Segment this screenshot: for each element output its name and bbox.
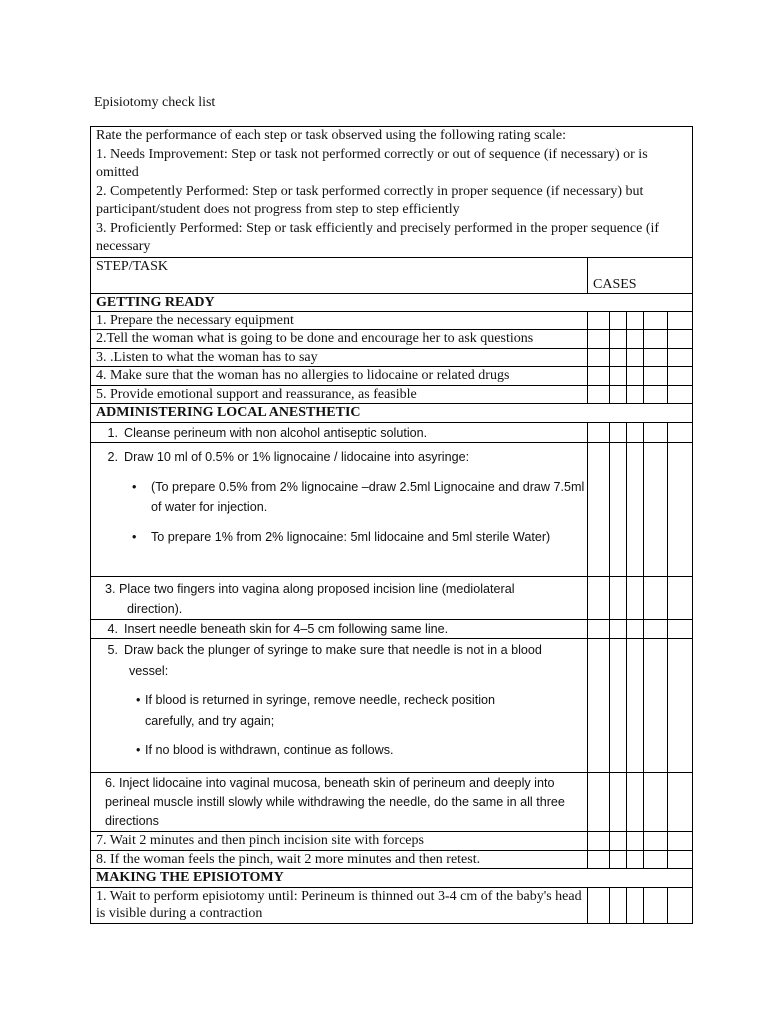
case-checkbox-cell[interactable] (668, 619, 693, 638)
step-row: 7. Wait 2 minutes and then pinch incision site with forceps (91, 831, 588, 850)
case-checkbox-cell[interactable] (627, 311, 644, 329)
rating-level-1: 1. Needs Improvement: Step or task not performed correctly or out of sequence (if necessary) or is omitted (96, 146, 648, 180)
case-checkbox-cell[interactable] (668, 831, 693, 850)
case-checkbox-cell[interactable] (644, 772, 668, 831)
case-checkbox-cell[interactable] (644, 638, 668, 772)
case-checkbox-cell[interactable] (610, 850, 627, 868)
case-checkbox-cell[interactable] (610, 366, 627, 385)
rating-scale-cell (91, 127, 693, 258)
section-heading-episiotomy: MAKING THE EPISIOTOMY (91, 868, 693, 887)
list-item: • If no blood is withdrawn, continue as follows. (96, 740, 587, 761)
bullet-icon: • (136, 692, 141, 707)
case-checkbox-cell[interactable] (610, 619, 627, 638)
bullet-icon: • (136, 742, 141, 757)
step-text: Cleanse perineum with non alcohol antiseptic solution. (124, 425, 428, 440)
case-checkbox-cell[interactable] (610, 638, 627, 772)
case-checkbox-cell[interactable] (627, 831, 644, 850)
case-checkbox-cell[interactable] (668, 311, 693, 329)
step-row (91, 422, 588, 442)
case-checkbox-cell[interactable] (588, 329, 610, 348)
case-checkbox-cell[interactable] (610, 887, 627, 923)
step-row: 8. If the woman feels the pinch, wait 2 more minutes and then retest. (91, 850, 588, 868)
rating-scale-intro: Rate the performance of each step or task observed using the following rating scale: (96, 128, 567, 143)
case-checkbox-cell[interactable] (627, 619, 644, 638)
step-text: Draw back the plunger of syringe to make sure that needle is not in a blood vessel: (124, 642, 542, 678)
case-checkbox-cell[interactable] (610, 831, 627, 850)
step-text: Insert needle beneath skin for 4–5 cm following same line. (124, 621, 449, 636)
case-checkbox-cell[interactable] (644, 311, 668, 329)
case-checkbox-cell[interactable] (644, 576, 668, 619)
case-checkbox-cell[interactable] (668, 772, 693, 831)
case-checkbox-cell[interactable] (627, 422, 644, 442)
case-checkbox-cell[interactable] (668, 442, 693, 576)
case-checkbox-cell[interactable] (588, 422, 610, 442)
case-checkbox-cell[interactable] (668, 329, 693, 348)
section-heading-getting-ready: GETTING READY (91, 293, 693, 311)
case-checkbox-cell[interactable] (588, 348, 610, 366)
case-checkbox-cell[interactable] (610, 576, 627, 619)
case-checkbox-cell[interactable] (588, 576, 610, 619)
bullet-icon: • (132, 479, 137, 494)
bullet-icon: • (132, 529, 137, 544)
cases-header: CASES (588, 257, 693, 293)
case-checkbox-cell[interactable] (627, 366, 644, 385)
case-checkbox-cell[interactable] (610, 422, 627, 442)
step-row (91, 638, 588, 772)
step-number: 1. (107, 425, 118, 440)
case-checkbox-cell[interactable] (668, 422, 693, 442)
case-checkbox-cell[interactable] (627, 887, 644, 923)
case-checkbox-cell[interactable] (644, 887, 668, 923)
case-checkbox-cell[interactable] (627, 638, 644, 772)
case-checkbox-cell[interactable] (588, 850, 610, 868)
list-item: • To prepare 1% from 2% lignocaine: 5ml lidocaine and 5ml sterile Water) (96, 527, 587, 547)
case-checkbox-cell[interactable] (668, 366, 693, 385)
step-number: 2. (107, 449, 118, 464)
case-checkbox-cell[interactable] (644, 366, 668, 385)
section-heading-anesthetic: ADMINISTERING LOCAL ANESTHETIC (91, 403, 693, 422)
case-checkbox-cell[interactable] (644, 850, 668, 868)
rating-level-3: 3. Proficiently Performed: Step or task efficiently and precisely performed in the proper sequence (if necessary (96, 220, 660, 254)
case-checkbox-cell[interactable] (627, 385, 644, 403)
case-checkbox-cell[interactable] (668, 576, 693, 619)
case-checkbox-cell[interactable] (588, 638, 610, 772)
case-checkbox-cell[interactable] (588, 366, 610, 385)
rating-level-2: 2. Competently Performed: Step or task performed correctly in proper sequence (if necessary) but participant/student does not progress from step to step efficiently (96, 183, 644, 217)
case-checkbox-cell[interactable] (668, 887, 693, 923)
case-checkbox-cell[interactable] (588, 442, 610, 576)
case-checkbox-cell[interactable] (644, 329, 668, 348)
case-checkbox-cell[interactable] (668, 385, 693, 403)
case-checkbox-cell[interactable] (627, 772, 644, 831)
step-row: 1. Wait to perform episiotomy until: Perineum is thinned out 3-4 cm of the baby's head is visible during a contraction (91, 887, 588, 923)
step-row (91, 442, 588, 576)
case-checkbox-cell[interactable] (610, 442, 627, 576)
case-checkbox-cell[interactable] (627, 348, 644, 366)
case-checkbox-cell[interactable] (610, 385, 627, 403)
step-row: 2.Tell the woman what is going to be done and encourage her to ask questions (91, 329, 588, 348)
case-checkbox-cell[interactable] (610, 329, 627, 348)
case-checkbox-cell[interactable] (588, 385, 610, 403)
step-number: 4. (107, 621, 118, 636)
case-checkbox-cell[interactable] (644, 619, 668, 638)
case-checkbox-cell[interactable] (588, 772, 610, 831)
case-checkbox-cell[interactable] (668, 850, 693, 868)
step-text: 6. Inject lidocaine into vaginal mucosa, beneath skin of perineum and deeply into perineal muscle instill slowly while withdrawing the needle, do the same in all three directions (105, 775, 565, 828)
step-row: 5. Provide emotional support and reassurance, as feasible (91, 385, 588, 403)
step-row: 3. .Listen to what the woman has to say (91, 348, 588, 366)
case-checkbox-cell[interactable] (644, 385, 668, 403)
step-text: 3. Place two fingers into vagina along proposed incision line (mediolateral direction). (105, 581, 515, 616)
case-checkbox-cell[interactable] (610, 772, 627, 831)
step-row: 1. Prepare the necessary equipment (91, 311, 588, 329)
case-checkbox-cell[interactable] (588, 311, 610, 329)
case-checkbox-cell[interactable] (627, 576, 644, 619)
case-checkbox-cell[interactable] (627, 850, 644, 868)
case-checkbox-cell[interactable] (588, 619, 610, 638)
step-row (91, 619, 588, 638)
step-text: Draw 10 ml of 0.5% or 1% lignocaine / lidocaine into asyringe: (124, 449, 470, 464)
step-number: 5. (107, 642, 118, 657)
document-title: Episiotomy check list (94, 95, 216, 110)
case-checkbox-cell[interactable] (627, 329, 644, 348)
list-item: • If blood is returned in syringe, remove needle, recheck position carefully, and try again; (96, 690, 587, 732)
case-checkbox-cell[interactable] (644, 422, 668, 442)
case-checkbox-cell[interactable] (588, 831, 610, 850)
step-row (91, 576, 588, 619)
case-checkbox-cell[interactable] (588, 887, 610, 923)
case-checkbox-cell[interactable] (627, 442, 644, 576)
case-checkbox-cell[interactable] (644, 831, 668, 850)
step-row (91, 772, 588, 831)
case-checkbox-cell[interactable] (668, 348, 693, 366)
case-checkbox-cell[interactable] (610, 311, 627, 329)
case-checkbox-cell[interactable] (644, 442, 668, 576)
step-task-header: STEP/TASK (91, 257, 588, 293)
step-row: 4. Make sure that the woman has no allergies to lidocaine or related drugs (91, 366, 588, 385)
case-checkbox-cell[interactable] (644, 348, 668, 366)
case-checkbox-cell[interactable] (610, 348, 627, 366)
case-checkbox-cell[interactable] (668, 638, 693, 772)
list-item: • (To prepare 0.5% from 2% lignocaine –draw 2.5ml Lignocaine and draw 7.5ml of water for injection. (96, 477, 587, 517)
checklist-table (90, 126, 693, 924)
